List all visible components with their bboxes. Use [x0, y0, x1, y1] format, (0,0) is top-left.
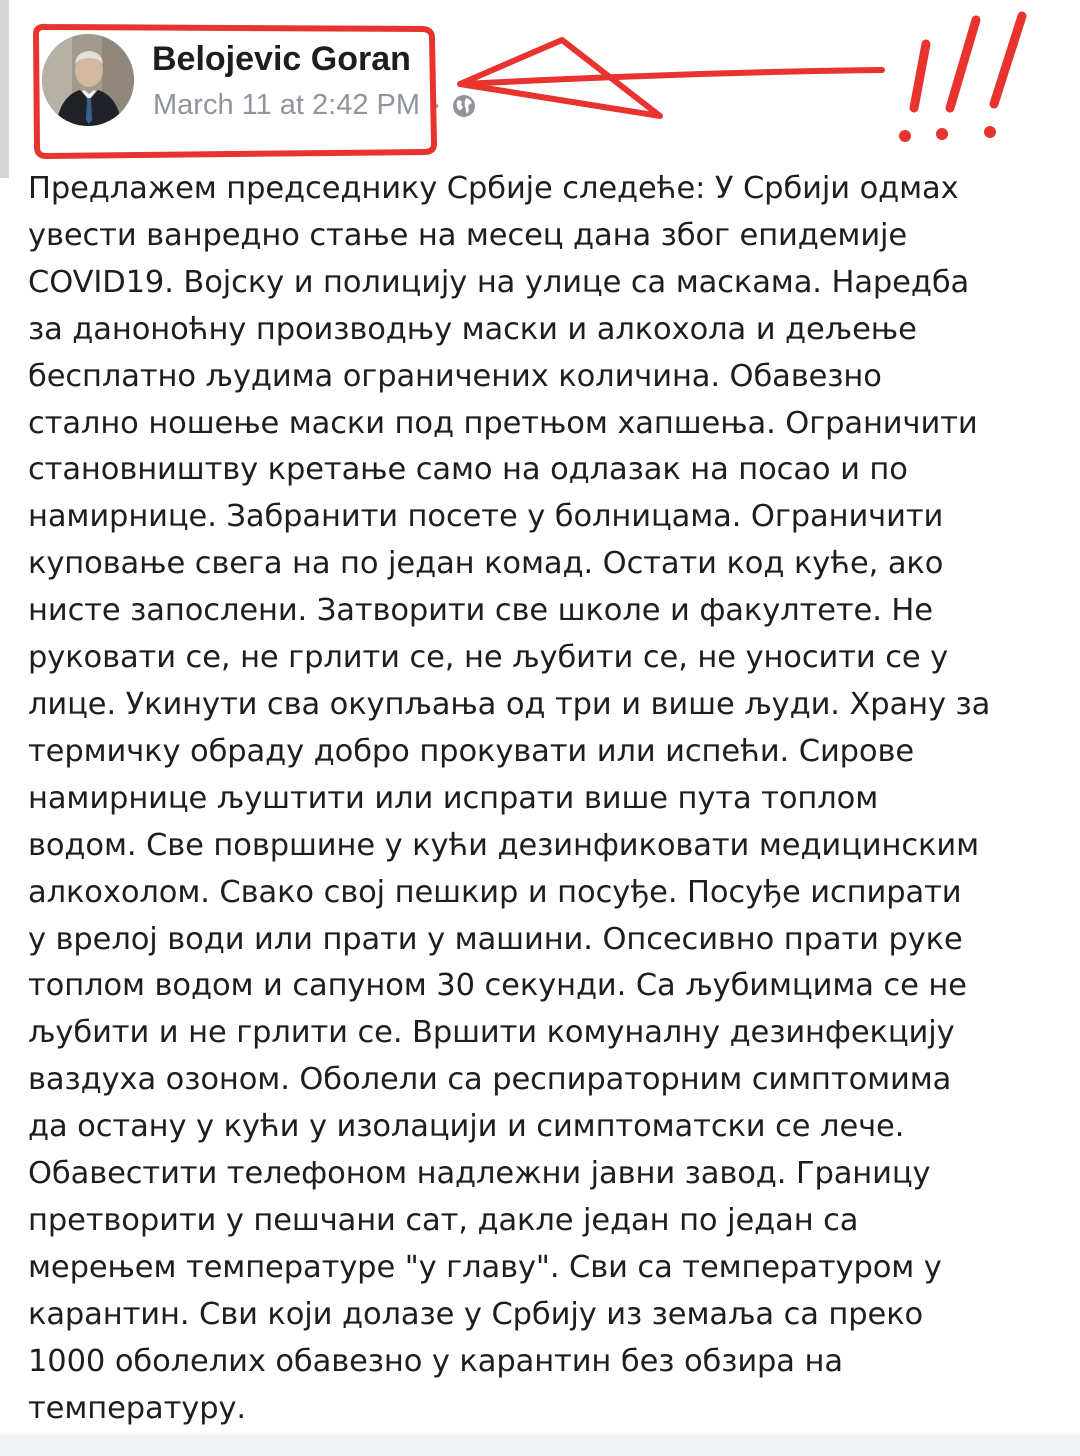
post-body-line: бесплатно људима ограничених количина. Обавезно — [28, 358, 882, 394]
post-body-line: стално ношење маски под претњом хапшења. Ограничити — [28, 405, 978, 441]
post-body-line: 1000 оболелих обавезно у карантин без обзира на — [28, 1343, 843, 1379]
post-body-line: љубити и не грлити се. Вршити комуналну дезинфекцију — [28, 1015, 955, 1051]
post-body-line: COVID19. Војску и полицију на улице са маскама. Наредба — [28, 264, 970, 300]
post-timestamp[interactable]: March 11 at 2:42 PM — [153, 89, 421, 121]
post-body-line: топлом водом и сапуном 30 секунди. Са љубимцима се не — [28, 968, 967, 1004]
exclamation-marks — [899, 16, 1022, 142]
post-body-line: становништву кретање само на одлазак на посао и по — [28, 452, 908, 488]
author-name[interactable]: Belojevic Goran — [152, 40, 411, 78]
post-body-line: да остану у кући у изолацији и симптоматски се лече. — [28, 1109, 905, 1145]
post-body-line: алкохолом. Свако свој пешкир и посуђе. Посуђе испирати — [28, 874, 962, 910]
post-body-line: карантин. Сви који долазе у Србију из земаља са преко — [28, 1296, 924, 1332]
post-body-line: руковати се, не грлити се, не љубити се, не уносити се у — [28, 640, 949, 676]
post-body-line: термичку обраду добро прокувати или испећи. Сирове — [28, 733, 915, 769]
post-body-line: намирнице љуштити или испрати више пута топлом — [28, 780, 879, 816]
meta-separator: · — [432, 89, 442, 121]
post-body-line: увести ванредно стање на месец дана због епидемије — [28, 217, 908, 253]
arrow-head — [460, 40, 660, 116]
post-body-line: нисте запослени. Затворити све школе и факултете. Не — [28, 593, 933, 629]
post-body-line: ваздуха озоном. Оболели са респираторним симптомима — [28, 1062, 952, 1098]
post-body-line: у врелој води или прати у машини. Опсесивно прати руке — [28, 921, 963, 957]
left-edge-divider — [0, 0, 9, 178]
post-body-line: за данонoћну производњу маски и алкохола и дељење — [28, 311, 917, 347]
post-body-line: претворити у пешчани сат, дакле један по један са — [28, 1202, 859, 1238]
post-meta — [153, 89, 478, 122]
author-avatar[interactable] — [42, 34, 134, 126]
bottom-strip — [0, 1434, 1080, 1456]
post-body-line: куповање свега на по један комад. Остати код куће, ако — [28, 546, 944, 582]
arrow-shaft — [462, 70, 882, 84]
post-body-line: водом. Све површине у кући дезинфиковати медицинским — [28, 827, 979, 863]
post-body-line: лице. Укинути сва окупљања од три и више људи. Храну за — [28, 686, 991, 722]
globe-icon[interactable] — [450, 92, 478, 120]
post-body-line: температуру. — [28, 1390, 247, 1426]
post-body-text — [28, 166, 1073, 1432]
post-body-line: Обавестити телефоном надлежни јавни завод. Границу — [28, 1156, 931, 1192]
post-body-line: Предлажем председнику Србије следеће: У Србији одмах — [28, 171, 959, 206]
post-body-line: намирнице. Забранити посете у болницама. Ограничити — [28, 499, 944, 535]
post-body-line: мерењем температуре "у главу". Сви са температуром у — [28, 1249, 942, 1285]
